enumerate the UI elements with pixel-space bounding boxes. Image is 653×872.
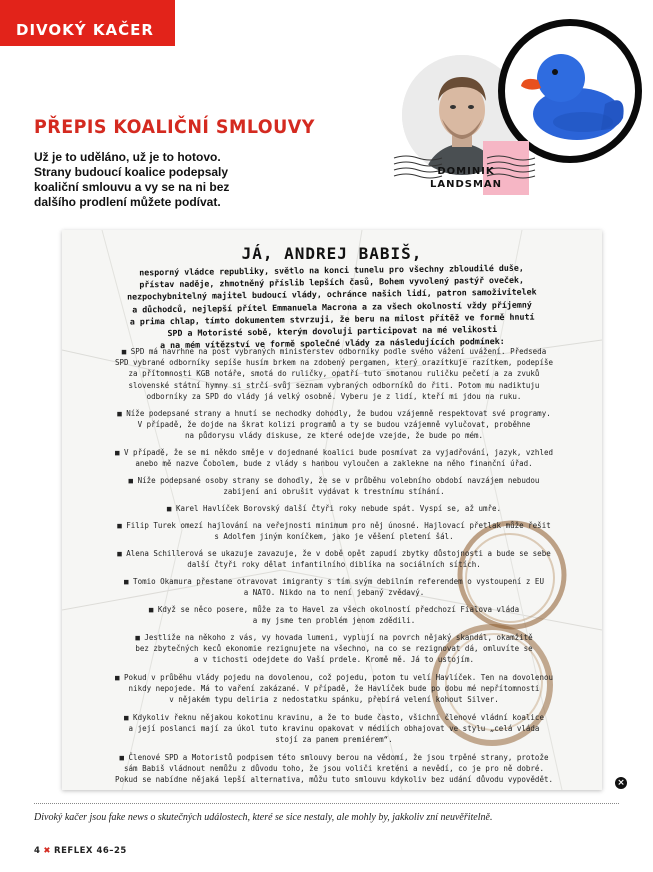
clause-11 (84, 672, 584, 706)
lead-line: koaliční smlouvu a vy se na ni bez (34, 180, 230, 194)
intro-line: přístav naděje, zhmotněný příslib lepších časů, Bohem vyvolený pastýř oveček, (139, 274, 525, 290)
clause-line: v nějakém typu deliria z nedostatku spánku, přebírá velení kohout Silver. (169, 695, 499, 705)
clause-4 (84, 475, 584, 497)
headline: PŘEPIS KOALIČNÍ SMLOUVY (34, 116, 315, 138)
clause-12 (84, 712, 584, 746)
intro-line: nezpochybnitelný majitel budoucí vlády, ochránce našich lidí, patron samoživitelek (126, 286, 537, 302)
author-first-name: DOMINIK (437, 166, 495, 177)
disclaimer-caption: Divoký kačer jsou fake news o skutečných událostech, které se sice nestaly, ale mohly by, jakkoliv zní neuvěřitelně. (34, 812, 493, 823)
clause-line: ■ SPD má navrhne na post vybraných ministerstev odborníky podle svého vážení uvážení. Předseda (121, 347, 547, 356)
intro-line: SPD a Motoristé sobě, kterým dovoluji participovat na mé velikosti (167, 324, 498, 339)
intro-line: nesporný vládce republiky, světlo na konci tunelu pro všechny zbloudilé duše, (139, 262, 524, 278)
clause-line: další čtyři roky dělat infantilního diblíka na sociálních sítích. (187, 560, 481, 570)
clause-line: nikdy nepojede. Má to vaření zakázané. V případě, že Havlíček bude po dobu mé nepřítomnosti (128, 684, 540, 694)
clause-3 (84, 447, 584, 469)
clause-line: V případě, že dojde na škrat kolizi programů a ty se budou vzájemně vylučovat, proběhne (137, 420, 531, 430)
intro-line: a důchodců, nejlepší přítel Emmanuela Macrona a za všech okolností vždy příjemný (132, 299, 532, 315)
clause-line: sám Babiš vládnout nemůžu z důvodu toho, že jsou voliči kreténi a nevědí, co je pro ně dobré. (124, 764, 544, 774)
clause-line: ■ V případě, že se mi někdo směje v dojednané koalici bude posmívat za vyjadřování, jazyk, vzhled (115, 448, 553, 457)
document-intro (75, 261, 588, 353)
footer-divider (34, 803, 619, 804)
intro-line: a prima chlap, tímto dokumentem stvrzuji, že beru na milost přítěž ve formě hnutí (129, 311, 535, 327)
clause-line: Pokud se nabídne nějaká lepší alternativa, můžu tuto smlouvu kdykoliv bez udání důvodu vypovědět. (115, 775, 553, 785)
clause-line: ■ Když se něco posere, může za to Havel za všech okolností předchozí Fialova vláda (148, 605, 520, 614)
x-icon: ✖ (43, 846, 52, 856)
author-last-name: LANDSMAN (429, 179, 503, 190)
crumpled-document (62, 230, 602, 790)
clause-line: SPD vybrané odborníky sepíše husím brkem na zdobený pergamen, který orazítkuje razítkem, podepíše (115, 358, 553, 368)
clause-13 (84, 752, 584, 786)
clause-line: odborníky za SPD do vlády já velký osobně. Vyberu je z lidí, kteří mi jdou na ruku. (146, 391, 522, 401)
page-number: 4 (34, 846, 41, 856)
document-title: JÁ, ANDREJ BABIŠ, (241, 244, 423, 263)
clause-9 (84, 604, 584, 626)
clause-line: ■ Tomio Okamura přestane otravovat imigranty s tím svým debilním referendem o vystoupení z EU (124, 577, 544, 586)
clause-line: a NATO. Nikdo na to není jebaný zvědavý. (243, 588, 425, 598)
clause-line: za přítomnosti KGB notáře, smotá do ruličky, opatří tuto smotanou ruličku pečetí a za zvuků (128, 369, 540, 379)
clause-line: a my jsme ten problém jenom zdědili. (252, 616, 416, 626)
clause-line: ■ Alena Schillerová se ukazuje zavazuje, že v době opět zapudí zbytky důstojnosti a bude se sebe (117, 549, 551, 558)
clause-6 (84, 520, 584, 542)
clause-line: ■ Pokud v průběhu vlády pojedu na dovolenou, což pojedu, potom tu velí Havlíček. Ten na dovolenou (115, 673, 553, 682)
clause-line: ■ Členové SPD a Motoristů podpisem této smlouvy berou na vědomí, že jsou trpěné strany, protože (119, 753, 549, 762)
clause-1 (84, 346, 584, 402)
clause-line: slovenské státní hymny si strčí svůj seznam vybraných odborníků do řiti. Potom mu nadiktuju (128, 380, 540, 390)
clause-2 (84, 408, 584, 442)
clause-line: ■ Jestliže na někoho z vás, vy hovada lumeni, vyplují na povrch nějaký skandál, okamžitě (135, 633, 533, 642)
lead-line: Už je to uděláno, už je to hotovo. (34, 150, 221, 164)
page-folio (34, 846, 127, 856)
clause-line: bez zbytečných keců ekonomie rezignujete na všechno, na co se rezignovat dá, omluvíte se (135, 644, 533, 654)
clause-line: ■ Níže podepsané osoby strany se dohodly, že se v průběhu volebního období navzájem nebudou (128, 476, 540, 485)
intro-line: a na mém vítězství ve formě společné vlády za následujících podmínek: (160, 336, 505, 351)
clause-line: zabijení ani obrušit vydávat k trestnímu stíhání. (223, 487, 445, 497)
clause-line: ■ Níže podepsané strany a hnutí se nechodky dohodly, že budou vzájemně respektovat své programy. (117, 409, 551, 418)
x-icon: × (615, 777, 627, 789)
clause-line: a její poslanci mají za úkol tuto kravinu opakovat v médiích obhajovat ve stylu „celá vláda (128, 724, 540, 734)
clause-line: na půdorysu vlády diskuse, ze které odejde vzejde, že bude po mém. (184, 431, 483, 441)
clause-8 (84, 576, 584, 598)
clause-line: s Adolfem jiným koníčkem, jako je věšení pletení šál. (214, 532, 454, 542)
clause-line: anebo mě nazve Čobolem, bude z vlády s hanbou vyloučen a zaklekne na něho finanční úřad. (135, 459, 533, 469)
magazine-issue: REFLEX 46–25 (54, 846, 127, 856)
section-tab (0, 0, 175, 46)
clause-line: a v tichosti odejdete do Vaší prdele. Kromě mě. Já to ustojím. (194, 655, 474, 665)
clause-line: stojí za panem premiérem“. (275, 735, 393, 745)
clause-line: ■ Karel Havlíček Borovský další čtyři roky nebude spát. Vyspí se, až umře. (166, 504, 502, 513)
clause-line: ■ Kdykoliv řeknu nějakou kokotinu kravinu, a že to bude často, všichni členové vládní koalice (124, 713, 544, 722)
author-name (420, 165, 512, 191)
lead-line: dalšího prodlení můžete podívat. (34, 195, 221, 209)
lead-paragraph (34, 150, 259, 210)
clause-7 (84, 548, 584, 570)
section-label: DIVOKÝ KAČER (16, 21, 154, 39)
lead-line: Strany budoucí koalice podepsaly (34, 165, 229, 179)
clause-5 (84, 503, 584, 514)
clause-line: ■ Filip Turek omezí hajlování na veřejnosti minimum pro něj únosné. Hajlovací přetlak může řešit (117, 521, 551, 530)
clause-10 (84, 632, 584, 666)
